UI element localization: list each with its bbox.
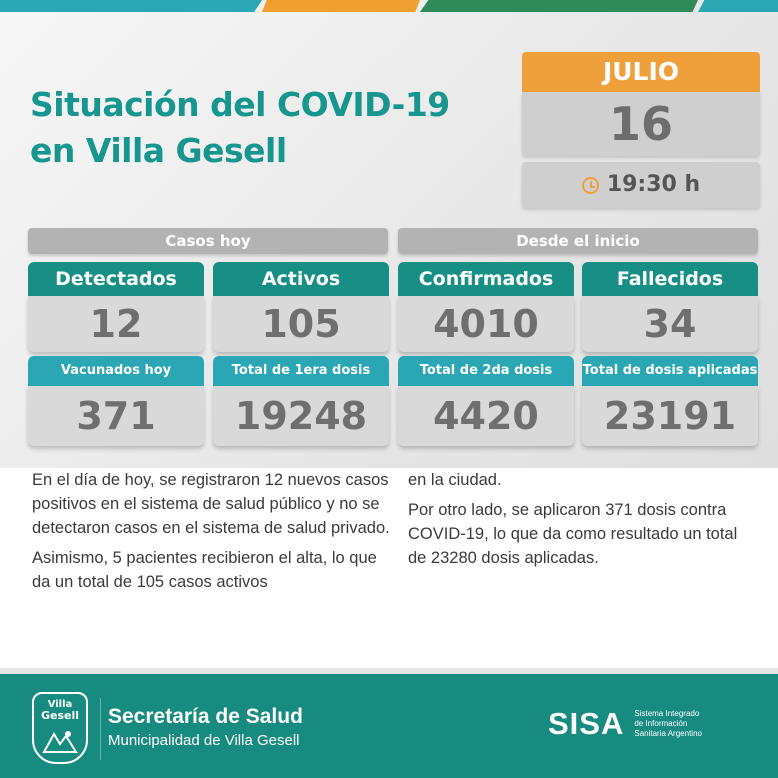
stat-value: 105 (213, 296, 389, 352)
stat-card-dosis-aplicadas (582, 356, 758, 446)
department-title: Secretaría de Salud (108, 705, 303, 728)
section-since-start: Desde el inicio (398, 228, 758, 254)
date-box (522, 52, 760, 208)
department-block (108, 704, 303, 752)
section-today: Casos hoy (28, 228, 388, 254)
top-stripe-green (420, 0, 698, 12)
stat-label: Activos (213, 262, 389, 296)
sisa-desc-line: Sanitaria Argentino (634, 729, 702, 738)
paragraph: Asimismo, 5 pacientes recibieron el alta, lo que da un total de 105 casos activos (32, 549, 377, 591)
stat-card-segunda-dosis (398, 356, 574, 446)
date-time (522, 162, 760, 208)
logo-mark-icon (42, 726, 78, 756)
stat-label: Confirmados (398, 262, 574, 296)
date-day: 16 (522, 92, 760, 156)
body-text-right (408, 468, 748, 576)
stat-card-vacunados-hoy (28, 356, 204, 446)
date-month: JULIO (522, 52, 760, 92)
body-text-left (32, 468, 392, 600)
page-title (30, 82, 490, 174)
department-subtitle: Municipalidad de Villa Gesell (108, 732, 300, 749)
stat-value: 23191 (582, 386, 758, 446)
sisa-logo (548, 706, 702, 742)
top-stripe-teal-right (698, 0, 778, 12)
stat-value: 4010 (398, 296, 574, 352)
clock-icon (582, 177, 599, 194)
stat-card-detectados (28, 262, 204, 352)
top-stripe-teal (0, 0, 262, 12)
logo-text-2: Gesell (40, 709, 80, 722)
stat-card-activos (213, 262, 389, 352)
logo-text-1: Villa (47, 699, 73, 710)
footer-divider (100, 698, 101, 760)
stat-value: 4420 (398, 386, 574, 446)
paragraph: Por otro lado, se aplicaron 371 dosis contra COVID-19, lo que da como resultado un total de 23280 dosis aplicadas. (408, 501, 738, 567)
sisa-desc-line: Sistema Integrado (634, 709, 700, 718)
footer (0, 668, 778, 778)
villa-gesell-logo (32, 692, 88, 764)
stat-label: Total de 2da dosis (398, 356, 574, 386)
stat-label: Total de dosis aplicadas (582, 356, 758, 386)
stat-value: 34 (582, 296, 758, 352)
title-line-2: en Villa Gesell (30, 131, 287, 170)
paragraph: en la ciudad. (408, 471, 502, 489)
sisa-wordmark: SISA (548, 706, 625, 741)
title-line-1: Situación del COVID-19 (30, 85, 450, 124)
sisa-description (634, 709, 702, 739)
stat-label: Total de 1era dosis (213, 356, 389, 386)
stat-card-confirmados (398, 262, 574, 352)
stat-label: Vacunados hoy (28, 356, 204, 386)
top-stripe-orange (262, 0, 420, 12)
sisa-desc-line: de Información (634, 719, 688, 728)
stat-label: Fallecidos (582, 262, 758, 296)
stat-card-primera-dosis (213, 356, 389, 446)
paragraph: En el día de hoy, se registraron 12 nuevos casos positivos en el sistema de salud público y no se detectaron casos en el sistema de salud privado. (32, 471, 390, 537)
stat-label: Detectados (28, 262, 204, 296)
stat-value: 371 (28, 386, 204, 446)
stat-value: 12 (28, 296, 204, 352)
stat-value: 19248 (213, 386, 389, 446)
time-label: 19:30 h (606, 172, 701, 197)
stat-card-fallecidos (582, 262, 758, 352)
